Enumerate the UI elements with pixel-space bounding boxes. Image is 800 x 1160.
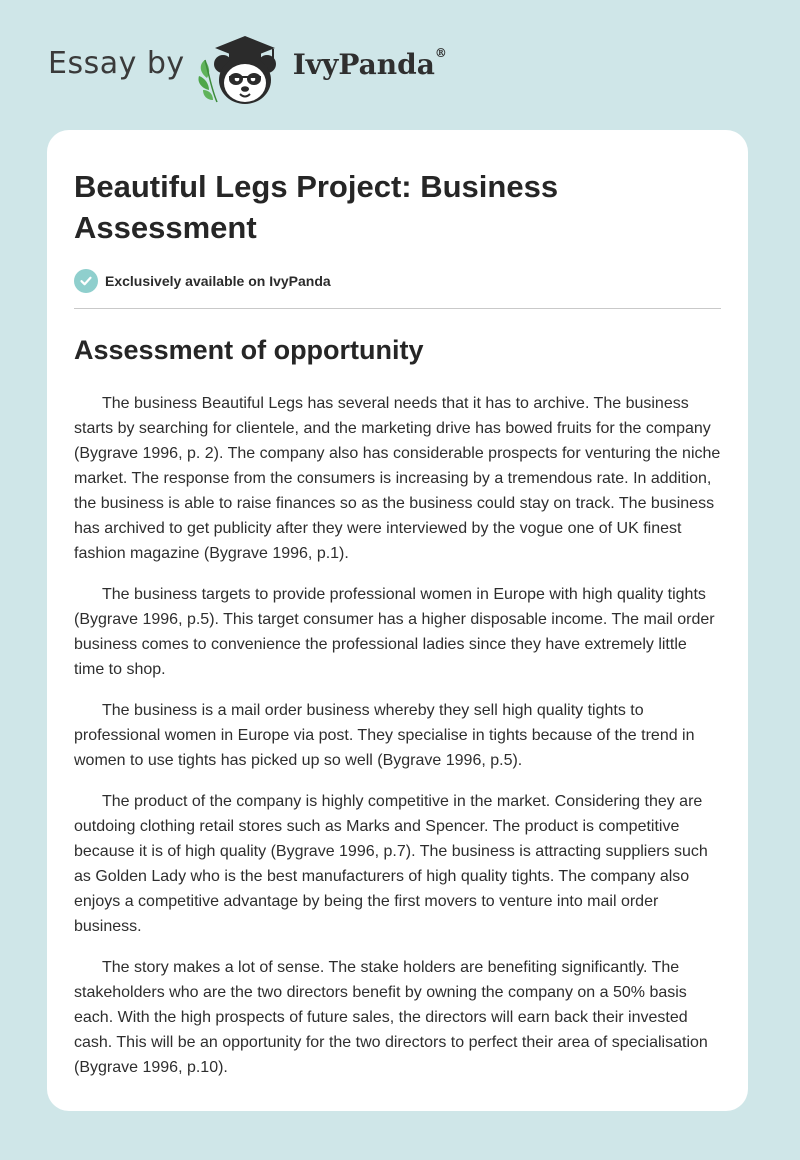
panda-graduate-icon[interactable] <box>195 28 287 112</box>
paragraph: The product of the company is highly competitive in the market. Considering they are outdoing clothing retail stores such as Marks and Spencer. The product is competitive because it is of high quality (Bygrave 1996, p.7). The business is attracting suppliers such as Golden Lady who is the best manufacturers of high quality tights. The company also enjoys a competitive advantage by being the first movers to venture into mail order business. <box>74 793 708 935</box>
check-icon <box>74 269 98 293</box>
paragraph: The story makes a lot of sense. The stake holders are benefiting significantly. The stakeholders who are the two directors benefit by owning the company on a 50% basis each. With the high prospects of future sales, the directors will earn back their invested cash. This will be an opportunity for the two directors to perfect their area of specialisation (Bygrave 1996, p.10). <box>74 959 708 1076</box>
ivy-leaf-icon <box>198 60 217 102</box>
trademark-symbol: ® <box>434 45 447 60</box>
paragraph: The business is a mail order business whereby they sell high quality tights to professional women in Europe via post. They specialise in tights because of the trend in women to use tights has picked up so well (Bygrave 1996, p.5). <box>74 702 695 769</box>
essay-by-label: Essay by <box>48 45 185 81</box>
brand-name[interactable] <box>292 45 447 81</box>
brand-text: IvyPanda <box>292 47 435 81</box>
divider <box>74 308 721 309</box>
paragraph: The business Beautiful Legs has several needs that it has to archive. The business starts by searching for clientele, and the marketing drive has bowed fruits for the company (Bygrave 1996, p. 2). The company also has considerable prospects for venturing the niche market. The response from the consumers is increasing by a tremendous rate. In addition, the business is able to raise finances so as the business could stay on track. The business has archived to get publicity after they were interviewed by the vogue one of UK finest fashion magazine (Bygrave 1996, p.1). <box>74 395 721 562</box>
exclusive-badge <box>74 268 721 294</box>
site-header <box>48 28 447 112</box>
section-heading: Assessment of opportunity <box>74 335 424 365</box>
essay-card <box>47 130 748 1111</box>
page-title: Beautiful Legs Project: Business Assessment <box>74 169 559 245</box>
paragraph: The business targets to provide professional women in Europe with high quality tights (Bygrave 1996, p.5). This target consumer has a higher disposable income. The mail order business comes to convenience the professional ladies since they have extremely little time to shop. <box>74 586 715 678</box>
exclusive-label: Exclusively available on IvyPanda <box>105 273 331 289</box>
